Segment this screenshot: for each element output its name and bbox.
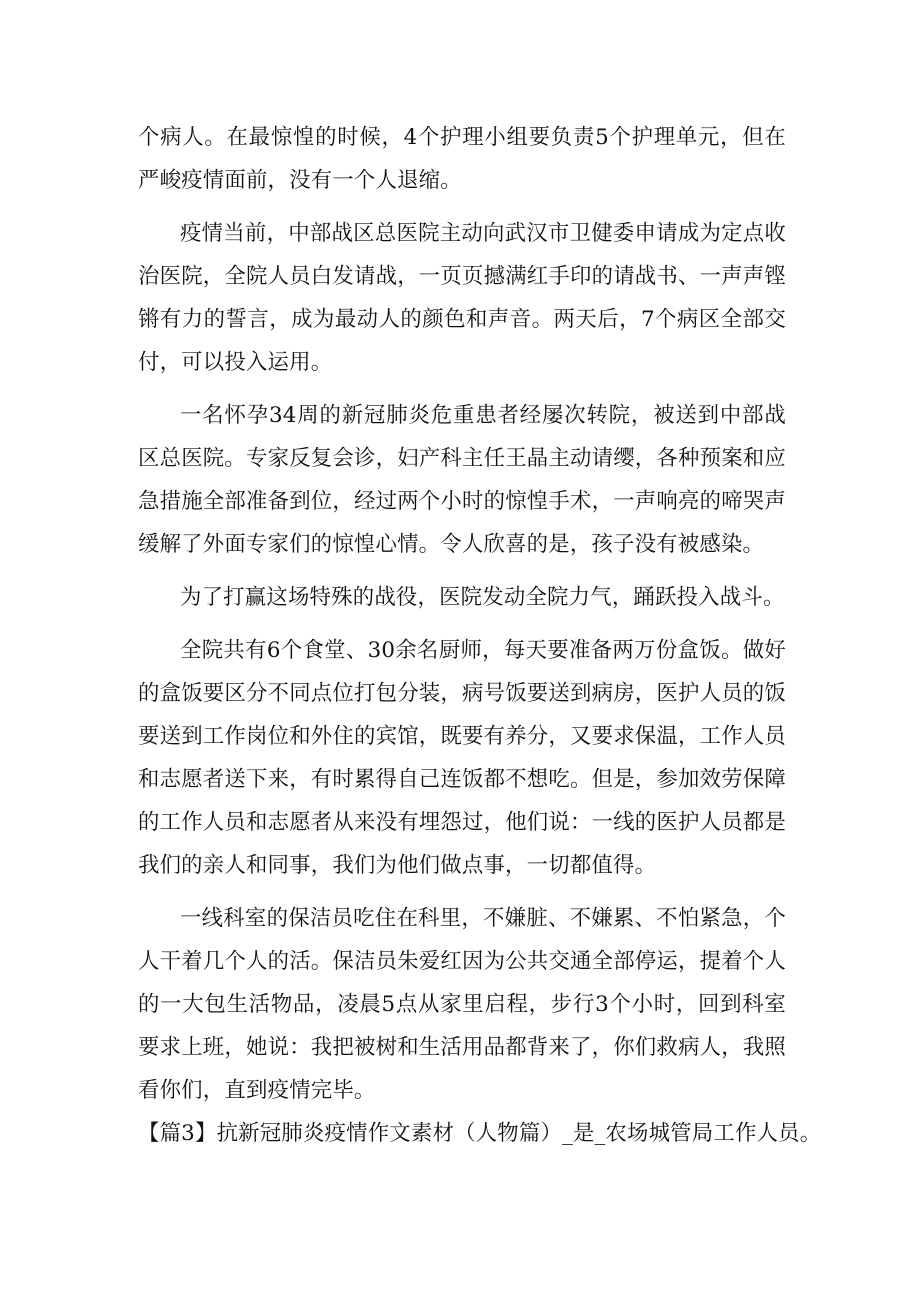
paragraph-4: 为了打赢这场特殊的战役，医院发动全院力气，踊跃投入战斗。: [180, 585, 785, 610]
paragraph-3: 一名怀孕34周的新冠肺炎危重患者经屡次转院，被送到中部战区总医院。专家反复会诊，妇产科主任王晶主动请缨，各种预案和应急措施全部准备到位，经过两个小时的惊惶手术，一声响亮的啼哭声缓解了外面专家们的惊惶心情。令人欣喜的是，孩子没有被感染。: [138, 403, 786, 557]
paragraph-5: 全院共有6个食堂、30余名厨师，每天要准备两万份盒饭。做好的盒饭要区分不同点位打包分装，病号饭要送到病房，医护人员的饭要送到工作岗位和外住的宾馆，既要有养分，又要求保温，工作人员和志愿者送下来，有时累得自己连饭都不想吃。但是，参加效劳保障的工作人员和志愿者从来没有埋怨过，他们说：一线的医护人员都是我们的亲人和同事，我们为他们做点事，一切都值得。: [138, 638, 786, 878]
paragraph-1: 个病人。在最惊惶的时候，4个护理小组要负责5个护理单元，但在严峻疫情面前，没有一个人退缩。: [138, 125, 786, 193]
document-body: [138, 116, 822, 1155]
paragraph-6: 一线科室的保洁员吃住在科里，不嫌脏、不嫌累、不怕紧急，个人干着几个人的活。保洁员朱爱红因为公共交通全部停运，提着个人的一大包生活物品，凌晨5点从家里启程，步行3个小时，回到科室要求上班，她说：我把被树和生活用品都背来了，你们救病人，我照看你们，直到疫情完毕。: [138, 906, 786, 1103]
section-heading: 【篇3】抗新冠肺炎疫情作文素材（人物篇）_是_农场城管局工作人员。: [138, 1121, 822, 1146]
paragraph-2: 疫情当前，中部战区总医院主动向武汉市卫健委申请成为定点收治医院，全院人员白发请战，一页页撼满红手印的请战书、一声声铿锵有力的誓言，成为最动人的颜色和声音。两天后，7个病区全部交付，可以投入运用。: [138, 221, 786, 375]
